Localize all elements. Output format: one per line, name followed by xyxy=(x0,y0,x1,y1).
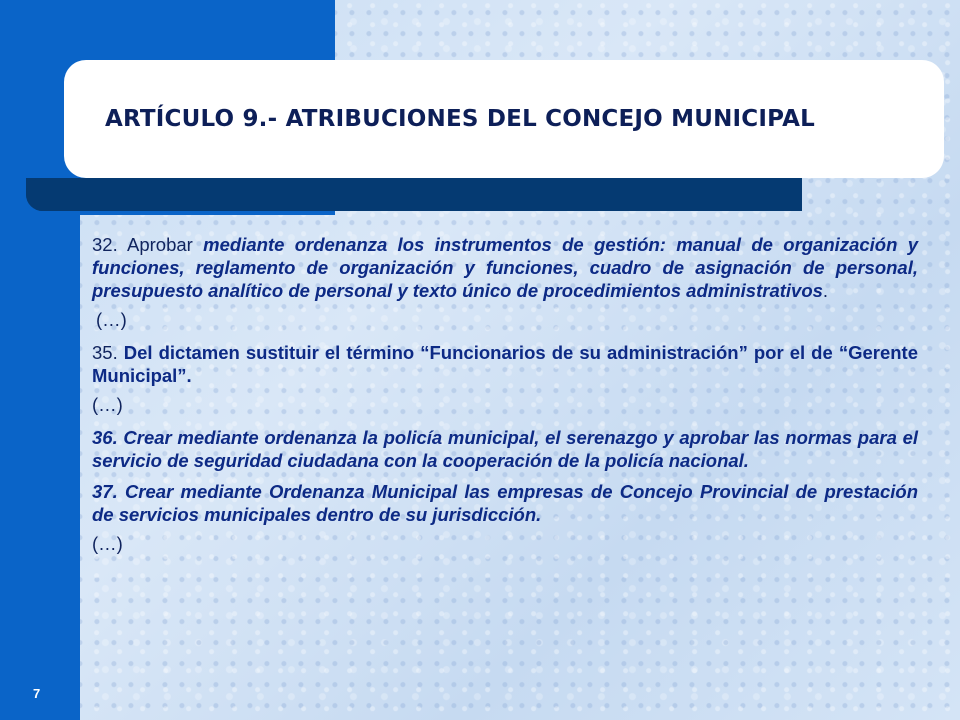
item-37-text: 37. Crear mediante Ordenanza Municipal las empresas de Concejo Provincial de prestación de servicios municipales dentro de su jurisdicción. xyxy=(92,481,918,525)
ellipsis-1: (…) xyxy=(96,309,127,330)
item-35-number: 35. xyxy=(92,342,118,363)
ellipsis-2: (…) xyxy=(92,394,123,415)
page-number: 7 xyxy=(33,686,41,701)
title-underline-bar xyxy=(26,178,802,211)
ellipsis-3: (…) xyxy=(92,533,123,554)
item-32 xyxy=(92,233,918,302)
item-36 xyxy=(92,426,918,472)
slide-title: ARTÍCULO 9.- ATRIBUCIONES DEL CONCEJO MUNICIPAL xyxy=(105,106,815,132)
item-32-lead: Aprobar xyxy=(117,234,204,255)
item-36-text: 36. Crear mediante ordenanza la policía municipal, el serenazgo y aprobar las normas para el servicio de seguridad ciudadana con la cooperación de la policía nacional. xyxy=(92,427,918,471)
item-32-end: . xyxy=(822,280,829,301)
item-37 xyxy=(92,480,918,526)
item-32-number: 32. xyxy=(92,234,118,255)
title-box xyxy=(64,60,944,178)
item-35 xyxy=(92,341,918,387)
slide-body xyxy=(92,233,918,565)
item-35-text: Del dictamen sustituir el término “Funcionarios de su administración” por el de “Gerente Municipal”. xyxy=(92,342,918,386)
item-32-emphasis: mediante ordenanza los instrumentos de gestión: manual de organización y funciones, reglamento de organización y funciones, cuadro de asignación de personal, presupuesto analítico de personal y texto único de procedimientos administrativos xyxy=(92,234,918,301)
